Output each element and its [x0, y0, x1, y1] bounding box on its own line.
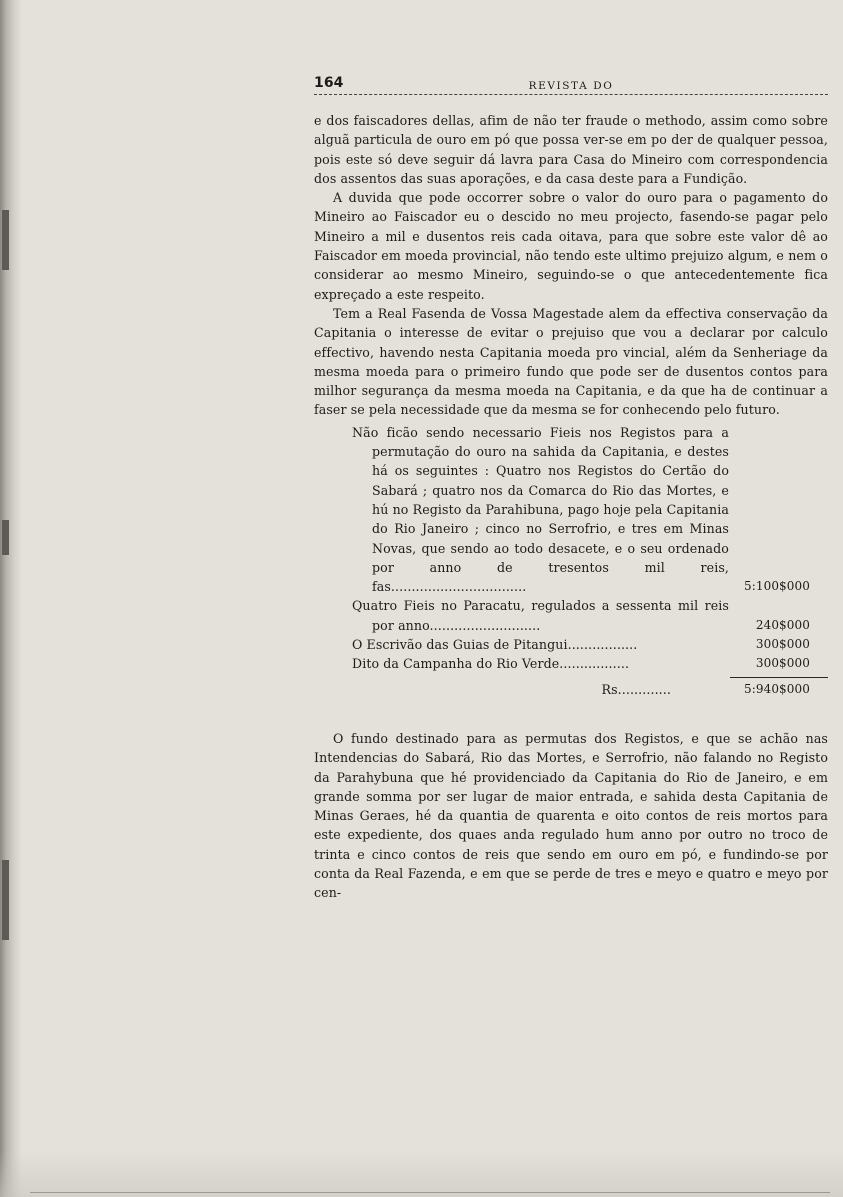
paragraph: e dos faiscadores dellas, afim de não ter fraude o methodo, assim como sobre alguã particula de ouro em pó que possa ver-se em po der de qualquer pessoa, pois este só deve seguir dá lavra para Casa do Mineiro com correspondencia dos assentos das suas aporações, e da casa deste para a Fundição. [314, 113, 828, 186]
ledger-description: Dito da Campanha do Rio Verde................. [352, 656, 630, 672]
expense-ledger [314, 423, 828, 699]
binding-shadow-mark [2, 210, 9, 270]
page-bottom-edge [30, 1192, 830, 1193]
ledger-amount: 300$000 [755, 637, 810, 652]
paragraph: Tem a Real Fasenda de Vossa Magestade alem da effectiva conservação da Capitania o interesse de evitar o prejuiso que vou a declarar por calculo effectivo, havendo nesta Capitania moeda pro vincial, além da Senheriage da mesma moeda para o primeiro fundo que pode ser de dusentos contos para milhor segurança da mesma moeda na Capitania, e da que ha de continuar a faser se pela necessidade que da mesma se for conhecendo pelo futuro. [314, 305, 828, 418]
running-head: REVISTA DO [528, 80, 614, 92]
book-binding-edge [0, 0, 22, 1197]
ledger-amount: 240$000 [755, 617, 810, 632]
ledger-total-row [314, 677, 828, 699]
paragraph: A duvida que pode occorrer sobre o valor do ouro para o pagamento do Mineiro ao Faiscador eu o descido no meu projecto, fasendo-se pagar pelo Mineiro a mil e dusentos reis cada oitava, para que sobre este valor dê ao Faiscador em moeda provincial, não tendo este ultimo prejuizo algum, e nem o considerar ao mesmo Mineiro, seguindo-se o que antecedentemente fica expreçado a este respeito. [314, 190, 828, 302]
ledger-row [314, 635, 828, 654]
ledger-description: Não ficão sendo necessario Fieis nos Registos para a permutação do ouro na sahida da Capitania, e destes há os seguintes : Quatro nos Registos do Certão do Sabará ; quatro nos da Comarca do Rio das Mortes, e hú no Registo da Parahibuna, pago hoje pela Capitania do Rio Janeiro ; cinco no Serrofrio, e tres em Minas Novas, que sendo ao todo desacete, e o seu ordenado por anno de tresentos mil reis, fas................................. [352, 424, 729, 595]
ledger-total-amount: 5:940$000 [730, 677, 828, 699]
ledger-description: Quatro Fieis no Paracatu, regulados a sessenta mil reis por anno........................... [352, 598, 729, 633]
page-number: 164 [314, 75, 344, 91]
document-page [314, 70, 828, 903]
ledger-amount: 300$000 [755, 656, 810, 671]
ledger-row [314, 423, 828, 597]
ledger-amount: 5:100$000 [743, 579, 810, 594]
ledger-row [314, 654, 828, 673]
ledger-total-label: Rs............. [601, 681, 671, 697]
paragraph: O fundo destinado para as permutas dos Registos, e que se achão nas Intendencias do Sabará, Rio das Mortes, e Serrofrio, não falando no Registo da Parahybuna que hé providenciado da Capitania do Rio de Janeiro, e em grande somma por ser lugar de maior entrada, e sahida desta Capitania de Minas Geraes, hé da quantia de quarenta e oito contos de reis mortos para este expediente, dos quaes anda regulado hum anno por outro no troco de trinta e cinco contos de reis que sendo em ouro em pó, e fundindo-se por conta da Real Fazenda, e em que se perde de tres e meyo e quatro e meyo por cen- [314, 730, 828, 901]
ledger-row [314, 596, 828, 635]
binding-shadow-mark [2, 860, 9, 940]
ledger-description: O Escrivão das Guias de Pitangui................. [352, 637, 638, 653]
page-bottom-shadow [0, 1150, 843, 1197]
binding-shadow-mark [2, 520, 9, 555]
page-header [314, 70, 828, 95]
